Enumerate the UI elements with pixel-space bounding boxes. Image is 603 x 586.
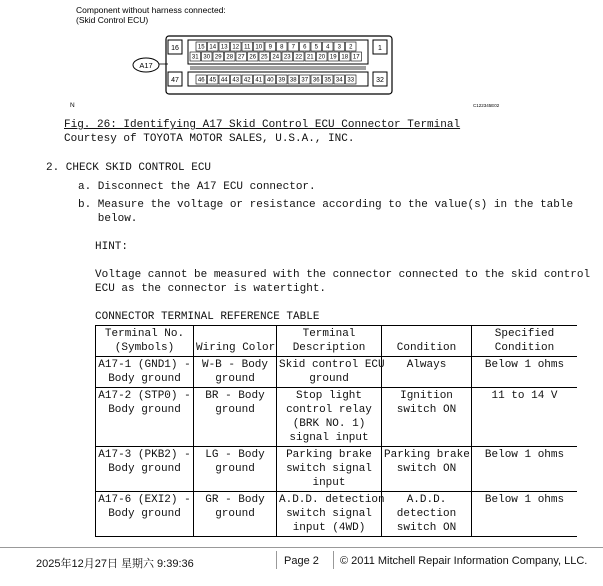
corner-label-top-right: 1 bbox=[378, 45, 382, 52]
connector-pin-label: 42 bbox=[243, 77, 251, 84]
connector-pin-label: 24 bbox=[272, 54, 280, 61]
table-cell: Parking brake switch signal input bbox=[277, 447, 382, 492]
corner-label-top-left: 16 bbox=[171, 45, 179, 52]
table-cell: Below 1 ohms bbox=[472, 357, 578, 388]
terminal-table-container bbox=[95, 325, 577, 547]
connector-pin-label: 14 bbox=[209, 44, 217, 51]
step-title: 2. CHECK SKID CONTROL ECU bbox=[46, 162, 212, 174]
connector-pin-label: 23 bbox=[283, 54, 291, 61]
connector-pin-label: 3 bbox=[337, 44, 341, 51]
connector-pins bbox=[190, 42, 362, 84]
corner-label-bottom-left: 47 bbox=[171, 77, 179, 84]
connector-pin-label: 46 bbox=[197, 77, 205, 84]
connector-pin-label: 8 bbox=[280, 44, 284, 51]
footer-page-number: Page 2 bbox=[284, 555, 319, 567]
terminal-table bbox=[95, 325, 577, 537]
connector-pin-label: 44 bbox=[220, 77, 228, 84]
table-cell: Below 1 ohms bbox=[472, 447, 578, 492]
diagram-header-line1: Component without harness connected: bbox=[76, 5, 226, 15]
connector-pin-label: 20 bbox=[318, 54, 326, 61]
table-cell: A17-6 (EXI2) - Body ground bbox=[96, 492, 194, 537]
table-cell: W-B - Body ground bbox=[194, 357, 277, 388]
connector-pin-label: 17 bbox=[352, 54, 360, 61]
diagram-header-line2: (Skid Control ECU) bbox=[76, 15, 149, 25]
figure-caption: Fig. 26: Identifying A17 Skid Control ECU Connector Terminal bbox=[64, 119, 461, 131]
table-cell: LG - Body ground bbox=[194, 447, 277, 492]
footer-copyright: © 2011 Mitchell Repair Information Company, LLC. bbox=[340, 555, 588, 567]
connector-pin-label: 13 bbox=[220, 44, 228, 51]
connector-pin-label: 10 bbox=[255, 44, 263, 51]
table-header-cell: Wiring Color bbox=[194, 326, 277, 357]
table-cell: Skid control ECU ground bbox=[277, 357, 382, 388]
connector-pin-label: 35 bbox=[324, 77, 332, 84]
table-row bbox=[96, 388, 578, 447]
hint-label: HINT: bbox=[95, 241, 129, 253]
footer-divider bbox=[276, 551, 277, 569]
image-code: C122345E02 bbox=[473, 103, 500, 108]
table-cell: Ignition switch ON bbox=[382, 388, 472, 447]
table-cell: 11 to 14 V bbox=[472, 388, 578, 447]
table-cell: A17-3 (PKB2) - Body ground bbox=[96, 447, 194, 492]
table-cell: A.D.D. detection switch ON bbox=[382, 492, 472, 537]
connector-pin-label: 30 bbox=[203, 54, 211, 61]
connector-pin-label: 9 bbox=[268, 44, 272, 51]
table-row bbox=[96, 357, 578, 388]
connector-pin-label: 18 bbox=[341, 54, 349, 61]
connector-pin-label: 22 bbox=[295, 54, 303, 61]
connector-pin-label: 39 bbox=[278, 77, 286, 84]
table-cell: Below 1 ohms bbox=[472, 492, 578, 537]
corner-label-bottom-right: 32 bbox=[376, 77, 384, 84]
connector-pin-label: 21 bbox=[306, 54, 314, 61]
figure-courtesy: Courtesy of TOYOTA MOTOR SALES, U.S.A., INC. bbox=[64, 133, 355, 145]
connector-pin-label: 38 bbox=[289, 77, 297, 84]
connector-pin-label: 7 bbox=[291, 44, 295, 51]
table-cell: A.D.D. detection switch signal input (4WD) bbox=[277, 492, 382, 537]
connector-pin-label: 12 bbox=[232, 44, 240, 51]
connector-pin-label: 25 bbox=[260, 54, 268, 61]
table-cell: BR - Body ground bbox=[194, 388, 277, 447]
connector-pin-label: 5 bbox=[314, 44, 318, 51]
table-header-row bbox=[96, 326, 578, 357]
connector-pin-label: 15 bbox=[197, 44, 205, 51]
table-row bbox=[96, 447, 578, 492]
table-header-cell: Specified Condition bbox=[472, 326, 578, 357]
table-body bbox=[96, 357, 578, 537]
connector-pin-label: 6 bbox=[303, 44, 307, 51]
footer-datetime: 2025年12月27日 星期六 9:39:36 bbox=[36, 558, 194, 570]
table-cell: A17-1 (GND1) - Body ground bbox=[96, 357, 194, 388]
table-header-cell: Terminal No. (Symbols) bbox=[96, 326, 194, 357]
connector-pin-label: 33 bbox=[347, 77, 355, 84]
connector-pin-label: 2 bbox=[349, 44, 353, 51]
connector-pin-label: 11 bbox=[244, 44, 251, 51]
table-header-cell: Terminal Description bbox=[277, 326, 382, 357]
footer-divider bbox=[333, 551, 334, 569]
connector-pin-label: 43 bbox=[232, 77, 240, 84]
connector-pin-label: 40 bbox=[266, 77, 274, 84]
connector-diagram bbox=[0, 0, 603, 115]
connector-label: A17 bbox=[139, 61, 153, 70]
connector-pin-label: 37 bbox=[301, 77, 309, 84]
connector-pin-label: 41 bbox=[255, 77, 263, 84]
hint-text: Voltage cannot be measured with the connector connected to the skid control ECU as the connector is watertight. bbox=[95, 269, 591, 295]
table-cell: GR - Body ground bbox=[194, 492, 277, 537]
table-header-cell: Condition bbox=[382, 326, 472, 357]
connector-pin-label: 4 bbox=[326, 44, 330, 51]
connector-pin-label: 27 bbox=[237, 54, 245, 61]
step-sub-b: b. Measure the voltage or resistance according to the value(s) in the table below. bbox=[78, 199, 574, 225]
letter-n: N bbox=[70, 102, 75, 109]
connector-pin-label: 19 bbox=[329, 54, 337, 61]
connector-pin-label: 31 bbox=[191, 54, 199, 61]
connector-pin-label: 29 bbox=[214, 54, 222, 61]
connector-pin-label: 26 bbox=[249, 54, 257, 61]
page-footer bbox=[0, 547, 603, 572]
connector-pin-label: 45 bbox=[209, 77, 217, 84]
table-cell: A17-2 (STP0) - Body ground bbox=[96, 388, 194, 447]
connector-pin-label: 34 bbox=[335, 77, 343, 84]
table-title: CONNECTOR TERMINAL REFERENCE TABLE bbox=[95, 311, 320, 323]
table-cell: Parking brake switch ON bbox=[382, 447, 472, 492]
table-cell: Stop light control relay (BRK NO. 1) signal input bbox=[277, 388, 382, 447]
connector-pin-label: 36 bbox=[312, 77, 320, 84]
connector-pin-label: 28 bbox=[226, 54, 234, 61]
step-sub-a: a. Disconnect the A17 ECU connector. bbox=[78, 181, 316, 193]
table-row bbox=[96, 492, 578, 537]
table-cell: Always bbox=[382, 357, 472, 388]
